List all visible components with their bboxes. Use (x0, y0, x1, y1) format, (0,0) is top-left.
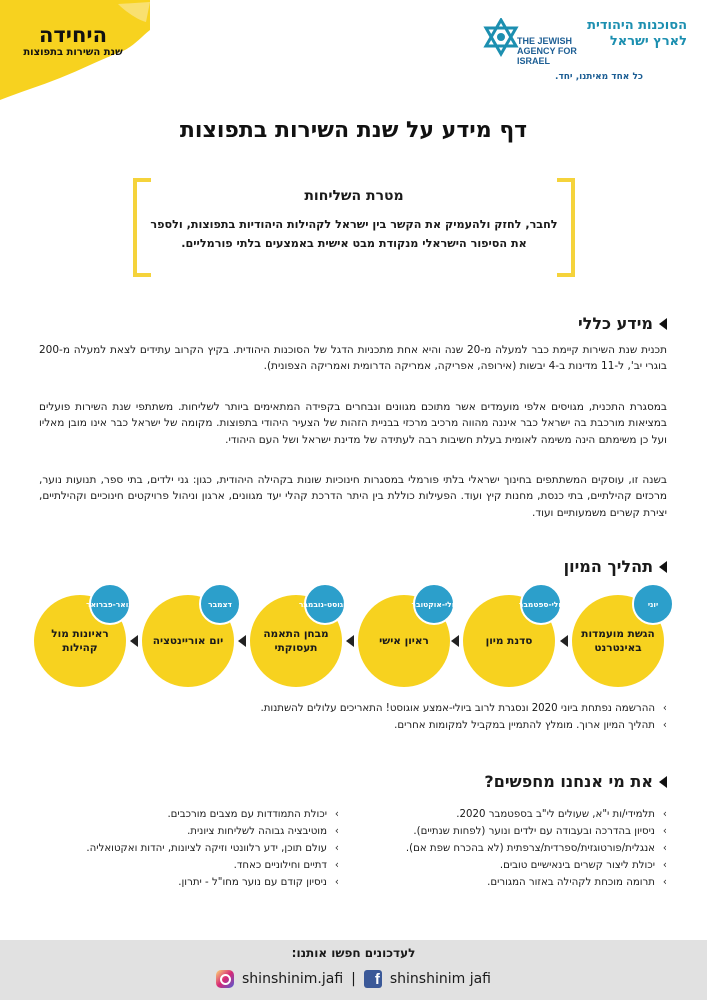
agency-name-he-line2: לארץ ישראל (609, 34, 687, 49)
requirement-item: › יכולת ליצור קשרים בינאישיים טובים. (406, 857, 667, 874)
requirements-list-left (86, 806, 339, 891)
mission-text: לחבר, לחזק ולהעמיק את הקשר בין ישראל לקהילות היהודיות בתפוצות, ולספר את הסיפור הישראלי מנקודת מבט אישית באמצעים בלתי פורמליים. (150, 218, 558, 250)
arrow-left-icon (130, 635, 138, 647)
arrow-left-icon (346, 635, 354, 647)
requirement-item: › ניסיון קודם עם נוער מחו"ל - יתרון. (86, 874, 339, 891)
general-info-heading (578, 314, 667, 333)
requirements-list-right (406, 806, 667, 891)
unit-logo-title: היחידה (39, 23, 107, 47)
general-paragraph-3: בשנה זו, עוסקים המשתתפים בחינוך ישראלי בלתי פורמלי במסגרות חינוכיות שונות בקהילה היהודית, כגון: גני ילדים, בתי ספר, תנועות נוער, מרכזים קהילתיים, בתי כנסת, מחנות קיץ ועוד. הפעילות כוללת בין היתר הדרכת קהלי יעד מגוונים, ארגון וניהול פרויקטים חינוכיים וקהילתיים, יצירת קשרים משמעותיים ועוד. (39, 474, 667, 519)
general-paragraph-2: במסגרת התכנית, מגויסים אלפי מועמדים אשר מתוכם מגוונים ונבחרים בקפידה המתאימים ביותר לשליחות. משתתפי שנת השירות פועלים במציאות מורכבת בה ישראל כבר איננה מהווה מרכיב מרכזי בבניית הזהות של הצעיר היהודי בתפוצות. מקומה של ישראל כבר אינו מובן מאליו ועל כן משימתם הינה משימה לאומית בעלת חשיבות רבה לעתידה של מדינת ישראל ושל העם היהודי. (39, 401, 667, 446)
jewish-agency-logo (477, 16, 687, 82)
mission-box (133, 178, 575, 269)
step-label-1: הגשת מועמדות באינטרנט (581, 628, 655, 654)
unit-logo-subtitle: שנת השירות בתפוצות (23, 47, 123, 58)
step-label-6: ראיונות מול קהילות (51, 628, 109, 654)
process-note: › תהליך המיון ארוך. מומלץ להתמיין במקביל למקומות אחרים. (260, 717, 667, 734)
general-info-heading-text: מידע כללי (577, 314, 653, 333)
requirement-item: › יכולת התמודדות עם מצבים מורכבים. (86, 806, 339, 823)
arrow-left-icon (238, 635, 246, 647)
requirement-item: › דתיים וחילוניים כאחד. (86, 857, 339, 874)
step-label-2: סדנת מיון (485, 635, 533, 647)
triangle-bullet-icon (659, 561, 667, 573)
process-heading (564, 557, 667, 576)
triangle-bullet-icon (659, 318, 667, 330)
star-of-david-icon (483, 18, 519, 58)
requirement-item: › תרומה מוכחת לקהילה באזור המגורים. (406, 874, 667, 891)
general-paragraph-1: תכנית שנת השירות קיימת כבר למעלה מ-20 שנה והיא אחת מתכניות הדגל של הסוכנות היהודית. בקיץ הקרוב עתידים לצאת למעלה מ-200 בוגרי יב', ל-11 מדינות ב-4 יבשות (אירופה, אפריקה, אמריקה הדרומית ואמריקה הצפונית). (39, 344, 667, 373)
arrow-left-icon (451, 635, 459, 647)
agency-slogan: כל אחד מאיתנו, יחד. (555, 72, 643, 82)
process-notes (260, 700, 667, 734)
facebook-icon[interactable]: f (364, 970, 382, 988)
step-date-badge-3: יולי-אוקטובר (413, 583, 455, 625)
process-note: › ההרשמה נפתחת ביוני 2020 ונסגרת לרוב ביולי-אמצע אוגוסט! התאריכים עלולים להשתנות. (260, 700, 667, 717)
requirement-item: › עולם תוכן, ידע רלוונטי וזיקה לציונות, יהדות ואקטואליה. (86, 840, 339, 857)
step-label-5: יום אוריינטציה (152, 635, 224, 647)
step-date-badge-5: דצמבר (199, 583, 241, 625)
process-steps (0, 583, 707, 703)
process-heading-text: תהליך המיון (563, 557, 653, 576)
footer (0, 940, 707, 1000)
step-date-badge-4: אוגוסט-נובמבר (304, 583, 346, 625)
footer-heading: לעדכונים חפשו אותנו: (291, 946, 416, 960)
separator: | (351, 971, 356, 987)
instagram-handle[interactable]: shinshinim.jafi (242, 971, 344, 987)
step-date-badge-1: יוני (632, 583, 674, 625)
requirement-item: › תלמידי/ות י"א, שעולים לי"ב בספטמבר 2020. (406, 806, 667, 823)
mission-heading: מטרת השליחות (304, 188, 404, 204)
triangle-bullet-icon (659, 776, 667, 788)
step-date-badge-2: יולי-ספטמבר (520, 583, 562, 625)
looking-for-heading-text: את מי אנחנו מחפשים? (484, 772, 653, 791)
step-date-badge-6: ינואר-פברואר (89, 583, 131, 625)
instagram-icon[interactable] (216, 970, 234, 988)
looking-for-heading (484, 772, 667, 791)
step-label-3: ראיון אישי (379, 635, 429, 647)
requirement-item: › מוטיבציה גבוהה לשליחות ציונית. (86, 823, 339, 840)
arrow-left-icon (560, 635, 568, 647)
page-title: דף מידע על שנת השירות בתפוצות (179, 118, 528, 143)
unit-logo (18, 24, 128, 58)
social-links (0, 970, 707, 988)
agency-name-he: הסוכנות היהודית (587, 18, 687, 33)
requirement-item: › אנגלית/פורטוגזית/ספרדית/צרפתית (לא בהכרח שפת אם). (406, 840, 667, 857)
requirement-item: › ניסיון בהדרכה ובעבודה עם ילדים ונוער (לפחות שנתיים). (406, 823, 667, 840)
facebook-handle[interactable]: shinshinim jafi (389, 971, 491, 987)
step-label-4: מבחן התאמה תעסוקתי (263, 628, 329, 654)
agency-name-en: THE JEWISH AGENCY FOR ISRAEL (517, 36, 577, 66)
